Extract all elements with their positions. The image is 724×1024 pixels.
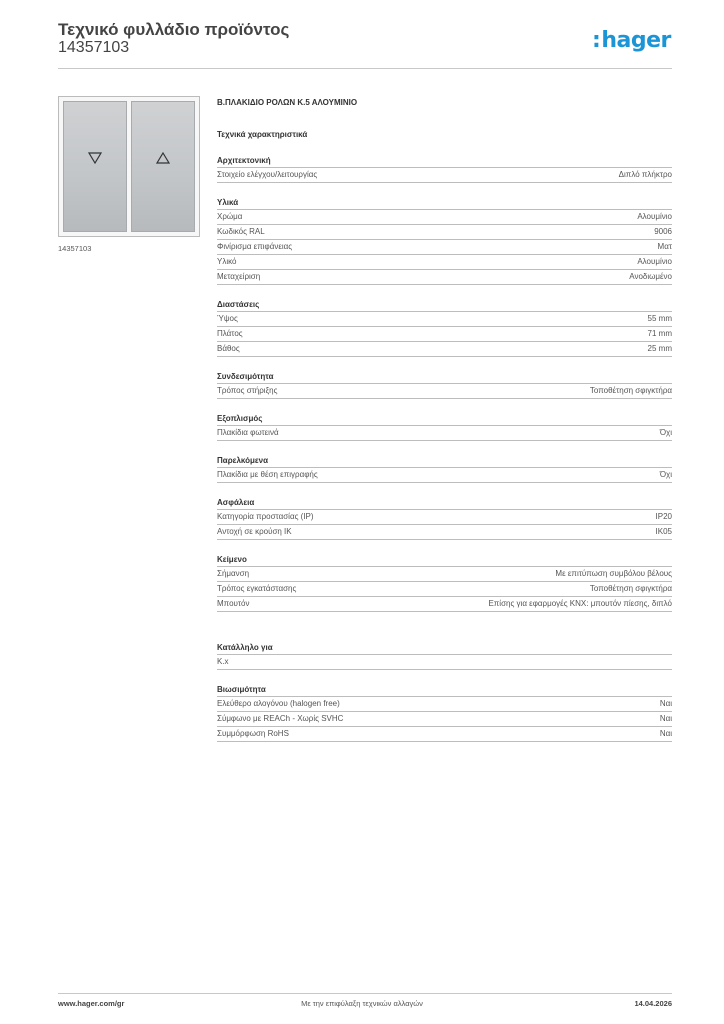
spec-label: Πλάτος xyxy=(217,329,243,338)
spec-label: Τρόπος εγκατάστασης xyxy=(217,584,297,593)
spec-value: IK05 xyxy=(655,527,672,536)
spec-value: Διπλό πλήκτρο xyxy=(618,170,672,179)
spec-sections xyxy=(217,154,672,742)
spec-row xyxy=(217,712,672,727)
spec-value: Με επιτύπωση συμβόλου βέλους xyxy=(555,569,672,578)
spec-label: Ύψος xyxy=(217,314,238,323)
spec-label: Συμμόρφωση RoHS xyxy=(217,729,289,738)
spec-row xyxy=(217,597,672,612)
spec-row xyxy=(217,525,672,540)
spec-row xyxy=(217,270,672,285)
spec-row xyxy=(217,697,672,712)
spec-label: Πλακίδια φωτεινά xyxy=(217,428,279,437)
spec-label: Υλικό xyxy=(217,257,237,266)
section-title: Βιωσιμότητα xyxy=(217,683,672,697)
spec-row xyxy=(217,327,672,342)
tech-characteristics-title: Τεχνικά χαρακτηριστικά xyxy=(217,130,308,139)
spec-section xyxy=(217,370,672,399)
product-name: Β.ΠΛΑΚΙΔΙΟ ΡΟΛΩΝ Κ.5 ΑΛΟΥΜΙΝΙΟ xyxy=(217,98,358,107)
spec-section xyxy=(217,412,672,441)
spec-content xyxy=(217,96,672,742)
spec-value: 55 mm xyxy=(647,314,672,323)
spec-section xyxy=(217,298,672,357)
rocker-key-left xyxy=(63,101,127,232)
spec-row xyxy=(217,426,672,441)
spec-value: Αλουμίνιο xyxy=(637,257,672,266)
section-title: Εξοπλισμός xyxy=(217,412,672,426)
spec-value: Αλουμίνιο xyxy=(637,212,672,221)
spec-label: Αντοχή σε κρούση IK xyxy=(217,527,292,536)
arrow-up-icon xyxy=(156,152,170,164)
product-image xyxy=(58,96,200,237)
spec-value: Επίσης για εφαρμογές KNX: μπουτόν πίεσης, διπλό xyxy=(488,599,672,608)
image-caption: 14357103 xyxy=(58,244,92,253)
spec-value: Ναι xyxy=(659,714,672,723)
section-title: Συνδεσιμότητα xyxy=(217,370,672,384)
spec-value: 9006 xyxy=(654,227,672,236)
section-title: Παρελκόμενα xyxy=(217,454,672,468)
spec-label: Μεταχείριση xyxy=(217,272,261,281)
spec-section xyxy=(217,196,672,285)
spec-row xyxy=(217,225,672,240)
spec-section xyxy=(217,496,672,540)
spec-row xyxy=(217,210,672,225)
spec-row xyxy=(217,582,672,597)
logo-text: hager xyxy=(601,28,671,53)
product-code: 14357103 xyxy=(58,39,130,56)
spec-label: Σύμφωνο με REACh - Χωρίς SVHC xyxy=(217,714,344,723)
spec-row xyxy=(217,240,672,255)
section-title: Αρχιτεκτονική xyxy=(217,154,672,168)
spec-section xyxy=(217,683,672,742)
spec-row xyxy=(217,255,672,270)
section-title: Κείμενο xyxy=(217,553,672,567)
spec-label: Πλακίδια με θέση επιγραφής xyxy=(217,470,318,479)
spec-row xyxy=(217,342,672,357)
spec-value: Ματ xyxy=(657,242,672,251)
rocker-key-right xyxy=(131,101,195,232)
spec-label: Κωδικός RAL xyxy=(217,227,265,236)
spec-label: K.x xyxy=(217,657,229,666)
spec-value: Όχι xyxy=(659,470,672,479)
spec-row xyxy=(217,384,672,399)
spec-row xyxy=(217,567,672,582)
spec-label: Φινίρισμα επιφάνειας xyxy=(217,242,293,251)
spec-value: IP20 xyxy=(655,512,672,521)
section-title: Ασφάλεια xyxy=(217,496,672,510)
spec-section xyxy=(217,154,672,183)
spec-label: Χρώμα xyxy=(217,212,243,221)
footer-date: 14.04.2026 xyxy=(634,999,672,1008)
spec-label: Ελεύθερο αλογόνου (halogen free) xyxy=(217,699,340,708)
spec-section xyxy=(217,553,672,612)
spec-row xyxy=(217,727,672,742)
header-divider xyxy=(58,68,672,69)
section-title: Υλικά xyxy=(217,196,672,210)
spec-label: Σήμανση xyxy=(217,569,250,578)
spec-label: Βάθος xyxy=(217,344,240,353)
spec-label: Κατηγορία προστασίας (IP) xyxy=(217,512,314,521)
spec-value: Ναι xyxy=(659,699,672,708)
spec-row xyxy=(217,312,672,327)
footer-divider xyxy=(58,993,672,994)
spec-row xyxy=(217,510,672,525)
hager-logo: :hager xyxy=(592,28,671,53)
page-title: Τεχνικό φυλλάδιο προϊόντος xyxy=(58,20,290,39)
spec-section xyxy=(217,641,672,670)
spec-value: Όχι xyxy=(659,428,672,437)
spec-row xyxy=(217,168,672,183)
footer-note: Με την επιφύλαξη τεχνικών αλλαγών xyxy=(301,999,423,1008)
section-title: Κατάλληλο για xyxy=(217,641,672,655)
spec-value: Τοποθέτηση σφιγκτήρα xyxy=(589,386,672,395)
spec-section xyxy=(217,454,672,483)
spec-value: Τοποθέτηση σφιγκτήρα xyxy=(589,584,672,593)
spec-label: Τρόπος στήριξης xyxy=(217,386,278,395)
spec-value: Ναι xyxy=(659,729,672,738)
spec-row xyxy=(217,655,672,670)
spec-label: Μπουτόν xyxy=(217,599,250,608)
spec-value: 71 mm xyxy=(647,329,672,338)
spec-value: 25 mm xyxy=(647,344,672,353)
spec-value: Ανοδιωμένο xyxy=(629,272,672,281)
section-title: Διαστάσεις xyxy=(217,298,672,312)
spec-label: Στοιχείο ελέγχου/λειτουργίας xyxy=(217,170,318,179)
footer-website: www.hager.com/gr xyxy=(58,999,125,1008)
spec-row xyxy=(217,468,672,483)
arrow-down-icon xyxy=(88,152,102,164)
